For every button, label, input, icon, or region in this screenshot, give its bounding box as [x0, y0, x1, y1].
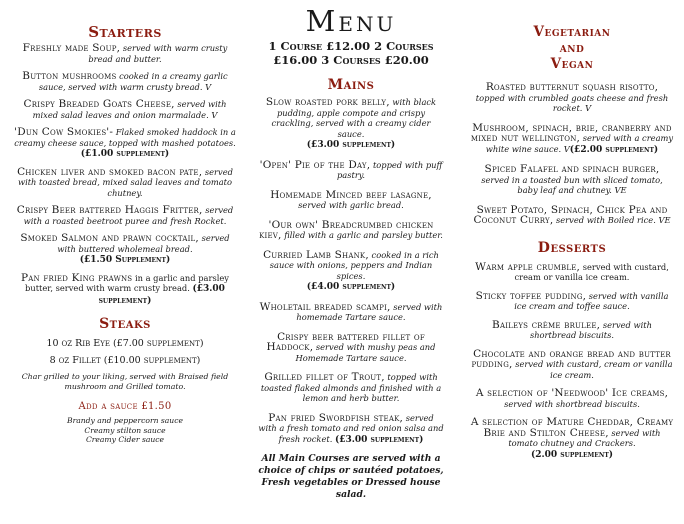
course-price-line: £16.00 3 Courses £20.00	[273, 52, 429, 67]
menu-item: A selection of 'Needwood' Ice creams, served with shortbread biscuits.	[475, 387, 669, 409]
sauce-item: Creamy Cider sauce	[85, 435, 165, 444]
supplement-price: (£4.00 supplement)	[306, 282, 396, 292]
sauce-item: Creamy stilton sauce	[84, 425, 166, 435]
desserts-heading: Desserts	[537, 239, 607, 256]
supplement-price: (£2.00 supplement)	[569, 144, 659, 155]
supplement-price: (£3.00 supplement)	[98, 284, 225, 306]
course-price-line: 1 Course £12.00 2 Courses	[268, 39, 434, 53]
supplement-price: (£1.00 supplement)	[80, 149, 170, 159]
right-column	[470, 0, 674, 460]
menu-item: Slow roasted pork belly, with black pudding, apple compote and crispy crackling, served with a creamy cider sauce. (£3.00 supplement)	[265, 96, 437, 150]
vegetarian-heading-line: Vegetarian	[533, 24, 611, 40]
menu-item: Mushroom, spinach, brie, cranberry and mixed nut wellington, served with a creamy white wine sauce. V(£2.00 supplement)	[470, 121, 674, 155]
menu-item: Homemade Minced beef lasagne, served with garlic bread.	[270, 188, 432, 210]
steak-item: 10 oz Rib Eye (£7.00 supplement)	[46, 338, 204, 349]
menu-item: Crispy Beer battered Haggis Fritter, served with a roasted beetroot puree and fresh Rocket.	[16, 204, 234, 226]
menu-item: 'Dun Cow Smokies'- Flaked smoked haddock in a creamy cheese sauce, topped with mashed potatoes.(£1.00 supplement)	[14, 126, 236, 159]
supplement-price: (£3.00 supplement)	[306, 140, 396, 150]
vegetarian-heading-line: and	[559, 40, 585, 56]
menu-item: Roasted butternut squash risotto, topped with crumbled goats cheese and fresh rocket. V	[475, 81, 669, 113]
menu-item: Chocolate and orange bread and butter pudding, served with custard, cream or vanilla ice cream.	[471, 347, 673, 380]
menu-item: Spiced Falafel and spinach burger, served in a toasted bun with sliced tomato, baby leaf and chutney. VE	[481, 163, 663, 195]
course-prices	[258, 40, 444, 67]
mains-heading: Mains	[327, 77, 375, 93]
menu-title: Menu	[305, 4, 397, 38]
vegetarian-heading	[470, 24, 674, 72]
mains-footnote: All Main Courses are served with a choice of chips or sautéed potatoes, Fresh vegetables or Dressed house salad.	[258, 453, 444, 500]
menu-item: Pan fried Swordfish steak, served with a fresh tomato and red onion salsa and fresh rocket. (£3.00 supplement)	[258, 411, 444, 445]
middle-column	[258, 0, 444, 501]
menu-item: Wholetail breaded scampi, served with homemade Tartare sauce.	[259, 300, 443, 322]
menu-item: Warm apple crumble, served with custard, cream or vanilla ice cream.	[475, 260, 669, 282]
menu-item: Grilled fillet of Trout, topped with toasted flaked almonds and finished with a lemon and herb butter.	[260, 371, 442, 403]
add-sauce-heading: Add a sauce £1.50	[78, 401, 172, 412]
left-column	[10, 0, 240, 445]
menu-item: Chicken liver and smoked bacon pate, served with toasted bread, mixed salad leaves and tomato chutney.	[17, 165, 233, 198]
menu-item: Crispy Breaded Goats Cheese, served with mixed salad leaves and onion marmalade. V	[23, 98, 227, 120]
menu-item: 'Our own' Breadcrumbed chicken kiev, filled with a garlic and parsley butter.	[259, 218, 443, 241]
supplement-price: (£3.00 supplement)	[334, 434, 424, 445]
menu-item: Baileys crème brulee, served with shortbread biscuits.	[492, 318, 652, 340]
steaks-heading: Steaks	[99, 316, 151, 332]
menu-item: Freshly made Soup, served with warm crusty bread and butter.	[22, 42, 228, 64]
menu-item: Crispy beer battered fillet of Haddock, served with mushy peas and Homemade Tartare sauce.	[266, 330, 436, 363]
steak-note: Char grilled to your liking, served with Braised field mushroom and Grilled tomato.	[21, 372, 229, 391]
vegetarian-heading-line: Vegan	[550, 56, 594, 72]
supplement-price: (£1.50 Supplement)	[79, 255, 171, 265]
supplement-price: (2.00 supplement)	[530, 449, 614, 460]
menu-item: A selection of Mature Cheddar, Creamy Brie and Stilton Cheese, served with tomato chutney and Crackers. (2.00 supplement)	[470, 416, 674, 460]
menu-item: Sticky toffee pudding, served with vanilla ice cream and toffee sauce.	[475, 289, 669, 311]
menu-item: Sweet Potato, Spinach, Chick Pea and Coconut Curry, served with Boiled rice. VE	[473, 203, 671, 226]
menu-item: Button mushrooms cooked in a creamy garlic sauce, served with warm crusty bread. V	[22, 70, 228, 92]
menu-item: Curried Lamb Shank, cooked in a rich sauce with onions, peppers and Indian spices. (£4.00 supplement)	[263, 248, 439, 292]
steak-item: 8 oz Fillet (£10.00 supplement)	[49, 355, 201, 366]
menu-item: Smoked Salmon and prawn cocktail, served with buttered wholemeal bread. (£1.50 Supplement)	[20, 232, 230, 265]
sauce-item: Brandy and peppercorn sauce	[67, 416, 183, 425]
menu-item: 'Open' Pie of the Day, topped with puff pastry.	[259, 158, 443, 180]
starters-heading: Starters	[88, 23, 162, 41]
menu-item: Pan fried King prawns in a garlic and parsley butter, served with warm crusty bread. (£3.00 supplement)	[21, 271, 229, 306]
